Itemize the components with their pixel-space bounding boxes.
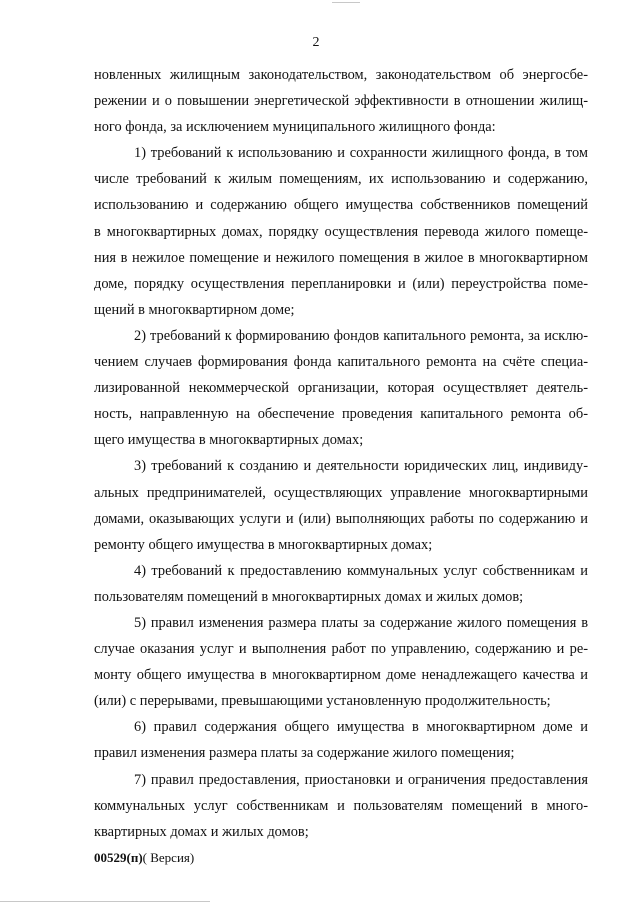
paragraph xyxy=(94,767,588,845)
paragraph-line: щего имущества в многоквартирных домах; xyxy=(94,432,364,449)
document-body xyxy=(94,62,588,845)
paragraph-line: лизированной некоммерческой организации, которая осуществляет деятель- xyxy=(94,380,588,397)
page-number: 2 xyxy=(312,35,320,50)
paragraph-line: 7) правил предоставления, приостановки и ограничения предоставления xyxy=(134,771,588,788)
paragraph-line: ность, направленную на обеспечение проведения капитального ремонта об- xyxy=(94,406,588,423)
paragraph-line: альных предпринимателей, осуществляющих управление многоквартирными xyxy=(94,484,588,501)
paragraph xyxy=(94,558,588,610)
paragraph-line: числе требований к жилым помещениям, их использованию и содержанию, xyxy=(94,171,588,188)
scan-mark-bottom xyxy=(0,901,210,902)
paragraph-line: ного фонда, за исключением муниципального жилищного фонда: xyxy=(94,119,496,136)
paragraph-line: коммунальных услуг собственникам и пользователям помещений в много- xyxy=(94,797,588,814)
paragraph-line: новленных жилищным законодательством, законодательством об энергосбе- xyxy=(94,67,588,83)
paragraph-line: ремонту общего имущества в многоквартирных домах; xyxy=(94,536,433,553)
paragraph-line: 6) правил содержания общего имущества в многоквартирном доме и xyxy=(134,719,588,736)
paragraph-line: доме, порядку осуществления перепланировки и (или) переустройства поме- xyxy=(94,275,588,292)
paragraph-line: 2) требований к формированию фондов капитального ремонта, за исклю- xyxy=(134,327,588,344)
paragraph-line: домами, оказывающих услуги и (или) выполняющих работы по содержанию и xyxy=(94,510,588,527)
paragraph-line: пользователям помещений в многоквартирных домах и жилых домов; xyxy=(94,588,524,605)
paragraph xyxy=(94,62,588,140)
paragraph-line: правил изменения размера платы за содержание жилого помещения; xyxy=(94,745,515,762)
paragraph-line: квартирных домах и жилых домов; xyxy=(94,823,309,840)
scan-mark-top xyxy=(332,2,360,3)
paragraph-line: в многоквартирных домах, порядку осуществления перевода жилого помеще- xyxy=(94,223,588,240)
paragraph-line: случае оказания услуг и выполнения работ по управлению, содержанию и ре- xyxy=(94,641,588,658)
paragraph-line: чением случаев формирования фонда капитального ремонта на счёте специа- xyxy=(94,354,588,371)
paragraph xyxy=(94,323,588,453)
paragraph-line: 3) требований к созданию и деятельности юридических лиц, индивиду- xyxy=(134,458,588,475)
document-code: 00529(п) xyxy=(94,850,143,865)
paragraph-line: использованию и содержанию общего имущества собственников помещений xyxy=(94,197,588,214)
paragraph xyxy=(94,140,588,323)
document-footer xyxy=(94,849,194,867)
paragraph-line: 5) правил изменения размера платы за содержание жилого помещения в xyxy=(134,614,588,631)
paragraph xyxy=(94,714,588,766)
paragraph-line: 4) требований к предоставлению коммунальных услуг собственникам и xyxy=(134,562,588,579)
paragraph-line: монту общего имущества в многоквартирном доме ненадлежащего качества и xyxy=(94,667,588,684)
paragraph-line: ния в нежилое помещение и нежилого помещения в жилое в многоквартирном xyxy=(94,249,588,266)
document-version: ( Версия) xyxy=(142,850,195,865)
paragraph xyxy=(94,453,588,557)
paragraph-line: щений в многоквартирном доме; xyxy=(94,301,295,318)
paragraph-line: 1) требований к использованию и сохранности жилищного фонда, в том xyxy=(134,145,588,162)
paragraph xyxy=(94,610,588,714)
paragraph-line: (или) с перерывами, превышающими установленную продолжительность; xyxy=(94,693,551,710)
paragraph-line: режении и о повышении энергетической эффективности в отношении жилищ- xyxy=(94,93,588,110)
